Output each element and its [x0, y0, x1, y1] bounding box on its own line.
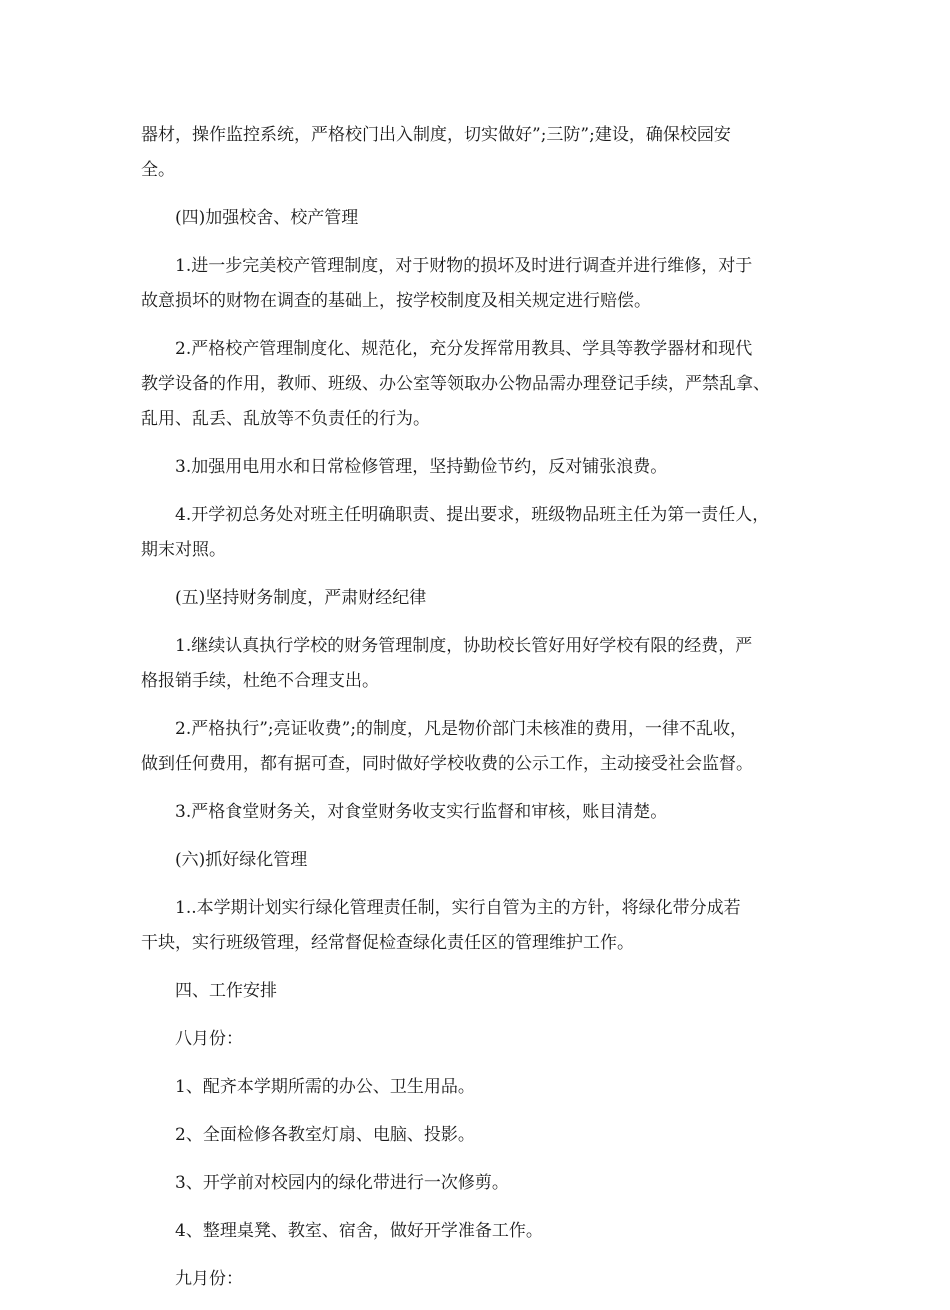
month-heading-august [141, 1022, 821, 1057]
section-heading-6 [141, 843, 821, 878]
text-line: 4.开学初总务处对班主任明确职责、提出要求，班级物品班主任为第一责任人， [175, 505, 770, 525]
list-item [141, 1118, 821, 1153]
text-line: 器材，操作监控系统，严格校门出入制度，切实做好”;三防”;建设，确保校园安 [141, 125, 731, 145]
paragraph-4-2 [141, 332, 821, 437]
paragraph-5-3 [141, 795, 821, 830]
list-item [141, 1214, 821, 1249]
text-line: 干块，实行班级管理，经常督促检查绿化责任区的管理维护工作。 [141, 933, 634, 953]
text-line: 全。 [141, 160, 175, 180]
text-line: 4、整理桌凳、教室、宿舍，做好开学准备工作。 [175, 1221, 543, 1241]
month-heading-september [141, 1262, 821, 1297]
text-line: 3、开学前对校园内的绿化带进行一次修剪。 [175, 1173, 509, 1193]
text-line: 1.继续认真执行学校的财务管理制度，协助校长管好用好学校有限的经费，严 [175, 636, 753, 656]
text-line: 九月份： [175, 1269, 243, 1289]
paragraph-4-3 [141, 450, 821, 485]
list-item [141, 1166, 821, 1201]
text-line: 乱用、乱丢、乱放等不负责任的行为。 [141, 409, 430, 429]
paragraph-5-2 [141, 712, 821, 782]
section-heading-4 [141, 201, 821, 236]
text-line: 1..本学期计划实行绿化管理责任制，实行自管为主的方针，将绿化带分成若 [175, 898, 741, 918]
section-heading-5 [141, 581, 821, 616]
paragraph-6-1 [141, 891, 821, 961]
text-line: 3.加强用电用水和日常检修管理，坚持勤俭节约，反对铺张浪费。 [175, 457, 668, 477]
text-line: (四)加强校舍、校产管理 [175, 208, 359, 228]
paragraph-5-1 [141, 629, 821, 699]
text-line: (六)抓好绿化管理 [175, 850, 308, 870]
text-line: 故意损坏的财物在调查的基础上，按学校制度及相关规定进行赔偿。 [141, 291, 651, 311]
text-line: (五)坚持财务制度，严肃财经纪律 [175, 588, 427, 608]
document-page [141, 118, 821, 1310]
text-line: 格报销手续，杜绝不合理支出。 [141, 671, 379, 691]
list-item [141, 1070, 821, 1105]
text-line: 期末对照。 [141, 540, 226, 560]
paragraph-4-4 [141, 498, 821, 568]
text-line: 2.严格执行”;亮证收费”;的制度，凡是物价部门未核准的费用，一律不乱收， [175, 719, 748, 739]
text-line: 1、配齐本学期所需的办公、卫生用品。 [175, 1077, 475, 1097]
text-line: 2、全面检修各教室灯扇、电脑、投影。 [175, 1125, 475, 1145]
text-line: 八月份： [175, 1029, 243, 1049]
section-heading-work-schedule [141, 974, 821, 1009]
text-line: 2.严格校产管理制度化、规范化，充分发挥常用教具、学具等教学器材和现代 [175, 339, 753, 359]
text-line: 1.进一步完美校产管理制度，对于财物的损坏及时进行调查并进行维修，对于 [175, 256, 753, 276]
text-line: 3.严格食堂财务关，对食堂财务收支实行监督和审核，账目清楚。 [175, 802, 668, 822]
paragraph-security-cont [141, 118, 821, 188]
text-line: 教学设备的作用，教师、班级、办公室等领取办公物品需办理登记手续，严禁乱拿、 [141, 374, 770, 394]
text-line: 做到任何费用，都有据可查，同时做好学校收费的公示工作，主动接受社会监督。 [141, 754, 753, 774]
text-line: 四、工作安排 [175, 981, 277, 1001]
paragraph-4-1 [141, 249, 821, 319]
